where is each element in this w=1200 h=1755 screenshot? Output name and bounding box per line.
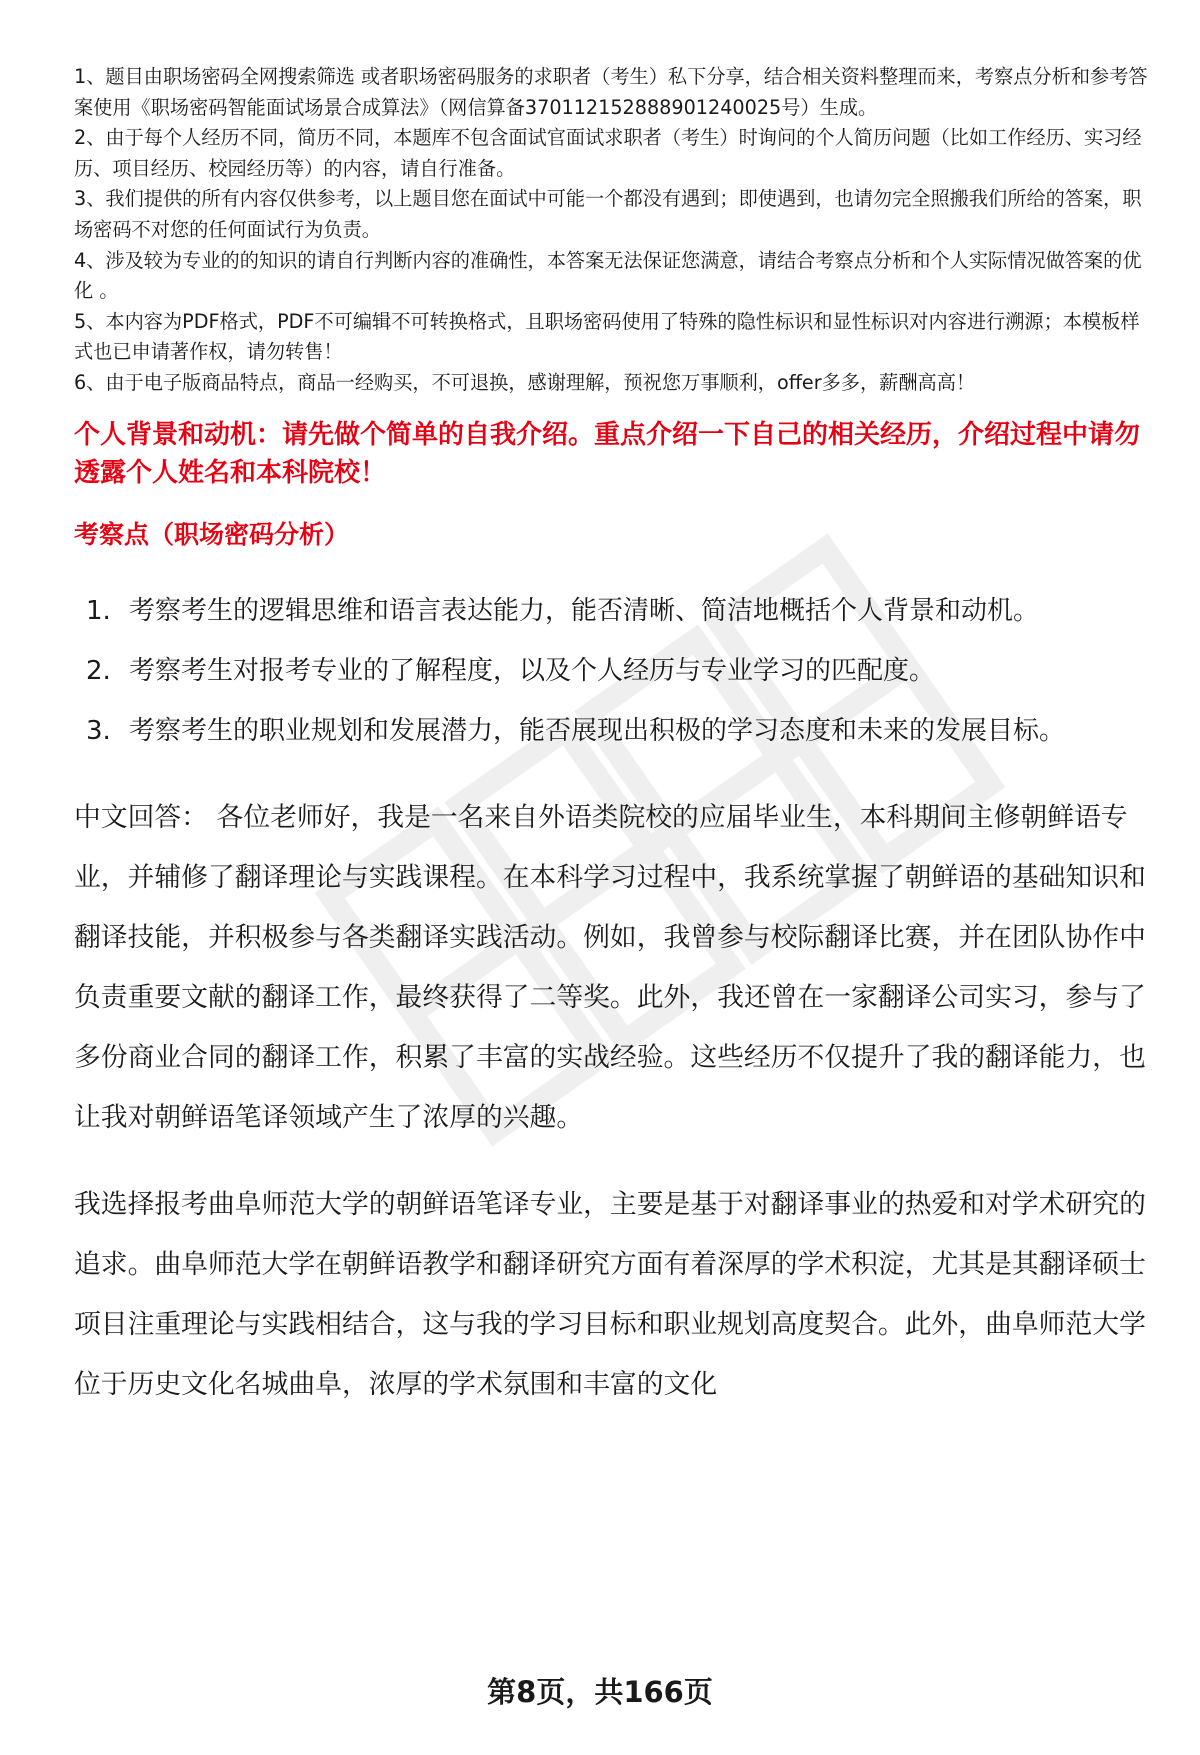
answer-paragraph-2: 我选择报考曲阜师范大学的朝鲜语笔译专业，主要是基于对翻译事业的热爱和对学术研究的追求。曲阜师范大学在朝鲜语教学和翻译研究方面有着深厚的学术积淀，尤其是其翻译硕士项目注重理论与实践相结合，这与我的学习目标和职业规划高度契合。此外，曲阜师范大学位于历史文化名城曲阜，浓厚的学术氛围和丰富的文化 — [74, 1188, 1146, 1400]
point-text: 考察考生对报考专业的了解程度，以及个人经历与专业学习的匹配度。 — [129, 655, 936, 686]
note-1: 1、题目由职场密码全网搜索筛选 或者职场密码服务的求职者（考生）私下分享，结合相关资料整理而来，考察点分析和参考答案使用《职场密码智能面试场景合成算法》（网信算备370112152888901240025号）生成。 — [74, 65, 1148, 119]
analysis-point — [74, 701, 1154, 761]
note-6: 6、由于电子版商品特点，商品一经购买，不可退换，感谢理解，预祝您万事顺利，offer多多，薪酬高高！ — [74, 370, 976, 394]
analysis-points-list — [74, 581, 1154, 761]
point-number: 2. — [86, 655, 111, 686]
note-5: 5、本内容为PDF格式，PDF不可编辑不可转换格式，且职场密码使用了特殊的隐性标识和显性标识对内容进行溯源；本模板样式也已申请著作权，请勿转售！ — [74, 309, 1140, 364]
analysis-point — [74, 641, 1154, 701]
point-number: 3. — [86, 715, 111, 746]
note-2: 2、由于每个人经历不同，简历不同，本题库不包含面试官面试求职者（考生）时询问的个人简历问题（比如工作经历、实习经历、项目经历、校园经历等）的内容，请自行准备。 — [74, 126, 1142, 180]
point-number: 1. — [86, 595, 111, 626]
note-4: 4、涉及较为专业的的知识的请自行判断内容的准确性，本答案无法保证您满意，请结合考察点分析和个人实际情况做答案的优化 。 — [74, 248, 1142, 303]
page-footer: 第8页，共166页 — [487, 1675, 713, 1709]
disclaimer-notes — [74, 62, 1154, 399]
point-text: 考察考生的职业规划和发展潜力，能否展现出积极的学习态度和未来的发展目标。 — [129, 715, 1066, 746]
note-3: 3、我们提供的所有内容仅供参考，以上题目您在面试中可能一个都没有遇到；即使遇到，也请勿完全照搬我们所给的答案，职场密码不对您的任何面试行为负责。 — [74, 187, 1142, 241]
interview-question: 个人背景和动机：请先做个简单的自我介绍。重点介绍一下自己的相关经历，介绍过程中请勿透露个人姓名和本科院校！ — [74, 419, 1141, 488]
answer-paragraph-1: 中文回答： 各位老师好，我是一名来自外语类院校的应届毕业生，本科期间主修朝鲜语专业，并辅修了翻译理论与实践课程。在本科学习过程中，我系统掌握了朝鲜语的基础知识和翻译技能，并积极参与各类翻译实践活动。例如，我曾参与校际翻译比赛，并在团队协作中负责重要文献的翻译工作，最终获得了二等奖。此外，我还曾在一家翻译公司实习，参与了多份商业合同的翻译工作，积累了丰富的实战经验。这些经历不仅提升了我的翻译能力，也让我对朝鲜语笔译领域产生了浓厚的兴趣。 — [74, 801, 1146, 1133]
analysis-point — [74, 581, 1154, 641]
answer-body — [74, 788, 1154, 1415]
analysis-heading: 考察点（职场密码分析） — [74, 519, 350, 549]
document-page — [74, 62, 1154, 1415]
point-text: 考察考生的逻辑思维和语言表达能力，能否清晰、简洁地概括个人背景和动机。 — [129, 595, 1040, 626]
